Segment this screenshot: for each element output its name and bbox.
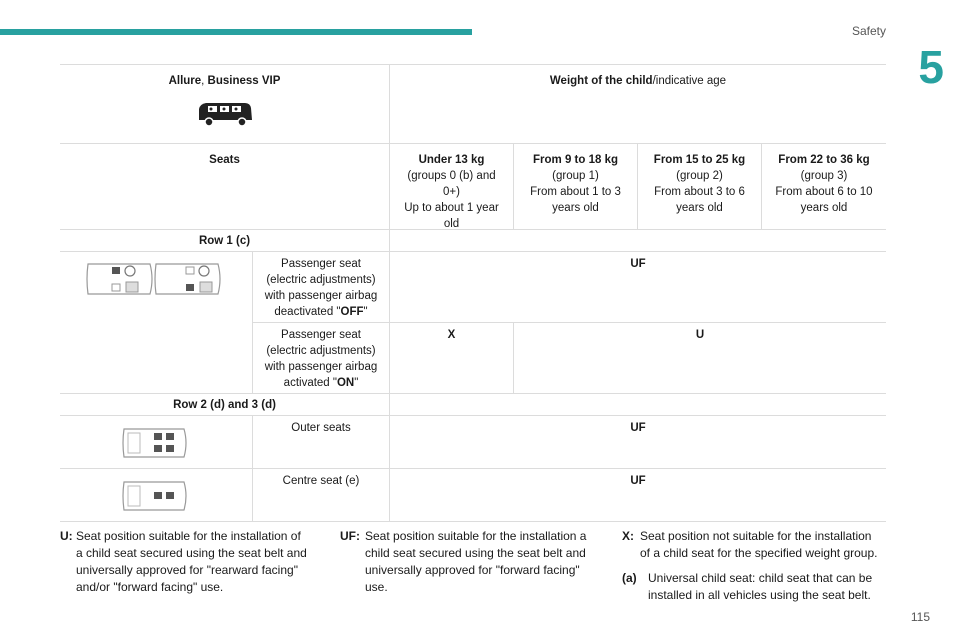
legend-uf [340,528,600,596]
group-2-cell [638,144,762,230]
cell-value: X [447,329,456,341]
text-fragment: activated " [283,377,337,389]
header-accent-bar [0,29,472,35]
cell-value: UF [630,475,646,487]
text-fragment: " [354,377,359,389]
weight-header-rest: /indicative age [652,75,727,87]
outer-seats-value-cell [390,416,886,469]
passenger-off-line: with passenger airbag [264,290,378,302]
weight-header-bold: Weight of the child [549,75,653,87]
text-fragment: " [363,306,368,318]
legend-key: X: [622,529,634,543]
passenger-on-label-cell [253,323,390,394]
passenger-off-line: (electric adjustments) [266,274,376,286]
group-line: (group 1) [552,170,599,182]
row1-label: Row 1 (c) [198,235,251,247]
passenger-off-label-cell [253,252,390,323]
group-line: 0+) [443,186,460,198]
page-number: 115 [910,610,930,624]
legend-line: use. [365,580,388,594]
legend-u [60,528,320,596]
model-business-vip: Business VIP [207,75,281,87]
legend-line: child seat secured using the seat belt and [365,546,586,560]
legend-line: and/or "forward facing" use. [76,580,224,594]
legend-line: installed in all vehicles using the seat belt. [648,588,871,602]
legend-line: Universal child seat: child seat that can be [648,571,873,585]
legend-line: of a child seat for the specified weight group. [640,546,878,560]
group-1-cell [514,144,638,230]
group-0-cell [390,144,514,230]
centre-seat-label: Centre seat (e) [282,475,360,487]
legend-line: universally approved for "forward facing" [365,563,580,577]
group-line: (groups 0 (b) and [407,170,496,182]
group-line: old [443,218,460,230]
van-top-view-front-seat-icon [84,258,224,300]
passenger-on-line: Passenger seat [281,329,361,341]
chapter-number: 5 [918,41,944,93]
seats-label: Seats [209,154,240,166]
legend-text [340,528,600,596]
row23-empty-cell [390,394,886,416]
centre-seat-label-cell [253,469,390,522]
passenger-off-value-cell [390,252,886,323]
legend-key: U: [60,529,73,543]
legend-text [622,570,912,604]
group-line: From about 1 to 3 [530,186,621,198]
row1-empty-cell [390,230,886,252]
passenger-off-last-line [253,304,389,320]
legend-line: Seat position suitable for the installation a [365,529,587,543]
centre-seat-value-cell [390,469,886,522]
airbag-on-label: ON [336,377,355,389]
centre-seat-icon-cell [60,469,253,522]
group-line: (group 2) [676,170,723,182]
legend-x [622,528,912,562]
van-side-with-children-icon [195,99,255,129]
row23-label-cell [60,394,390,416]
row1-icon-cell [60,252,253,394]
legend-line: a child seat secured using the seat belt and [76,546,307,560]
models-label [60,73,389,89]
legend-line: universally approved for "rearward facing" [76,563,298,577]
legend-text [622,528,912,562]
group-title: From 15 to 25 kg [653,154,746,166]
van-top-view-outer-seats-icon [120,425,190,461]
group-line: Up to about 1 year [404,202,499,214]
group-line: From about 6 to 10 [775,186,873,198]
passenger-on-u-cell [514,323,886,394]
passenger-on-last-line [253,375,389,391]
group-title: From 9 to 18 kg [533,154,618,166]
legend-line: Seat position suitable for the installation of [76,529,301,543]
group-3-cell [762,144,886,230]
section-title: Safety [851,24,886,38]
passenger-on-line: (electric adjustments) [266,345,376,357]
van-top-view-centre-seat-icon [120,478,190,514]
group-line: years old [552,202,599,214]
cell-value: UF [630,422,646,434]
passenger-off-line: Passenger seat [281,258,361,270]
outer-seats-icon-cell [60,416,253,469]
legend-key: UF: [340,529,360,543]
cell-value: UF [630,258,646,270]
outer-seats-label-cell [253,416,390,469]
group-line: years old [676,202,723,214]
group-title: Under 13 kg [418,154,485,166]
row23-label: Row 2 (d) and 3 (d) [173,399,276,411]
legend-text [60,528,320,596]
seats-label-cell [60,144,390,230]
model-separator: , [201,75,208,87]
outer-seats-label: Outer seats [291,422,351,434]
model-allure: Allure [168,75,202,87]
text-fragment: deactivated " [274,306,341,318]
weight-header-cell [390,64,886,144]
models-cell [60,64,390,144]
cell-value: U [695,329,705,341]
passenger-on-x-cell [390,323,514,394]
row1-label-cell [60,230,390,252]
weight-header [390,73,886,89]
group-title: From 22 to 36 kg [778,154,870,166]
passenger-on-line: with passenger airbag [264,361,378,373]
legend-key: (a) [622,571,637,585]
child-seat-table [60,64,886,522]
group-line: years old [800,202,848,214]
airbag-off-label: OFF [340,306,364,318]
legend-line: Seat position not suitable for the installation [640,529,872,543]
legend-a [622,570,912,604]
group-line: From about 3 to 6 [654,186,745,198]
group-line: (group 3) [800,170,848,182]
